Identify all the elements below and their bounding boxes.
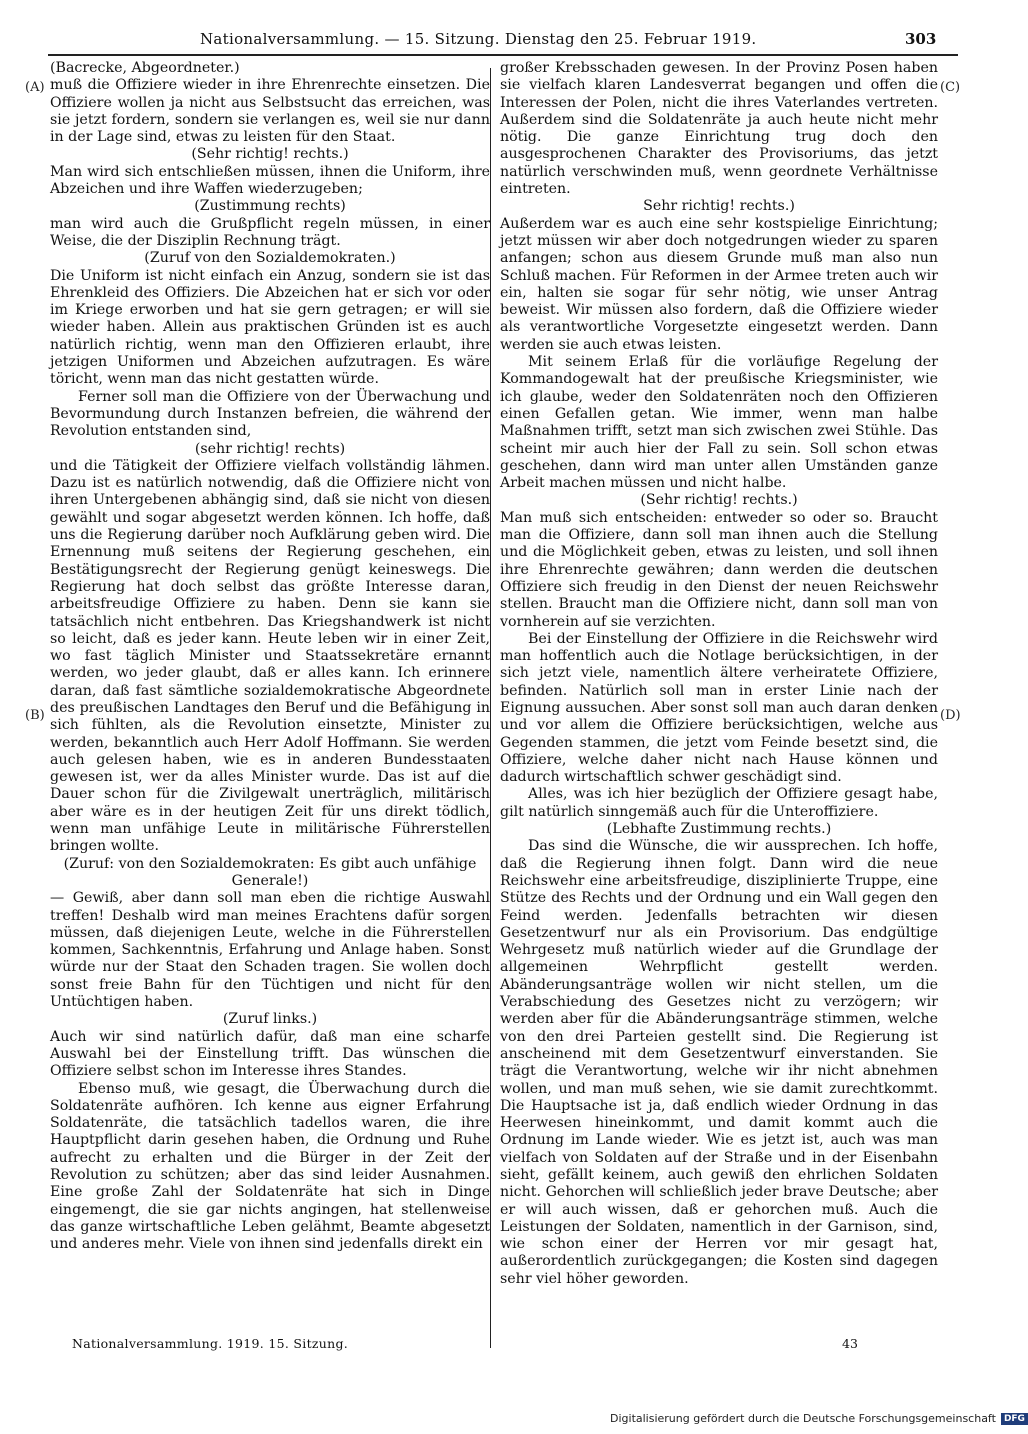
paragraph: Ebenso muß, wie gesagt, die Überwachung durch die Soldatenräte aufhören. Ich kenne aus eigner Erfahrung Soldatenräte, die tatsächlich tadellos waren, die ihre Hauptpflicht darin gesehen haben, die Ordnung und Ruhe aufrecht zu erhalten und die Bürger in der Zeit der Revolution zu schützen; aber das sind leider Ausnahmen. Eine große Zahl der Soldatenräte hat sich in Dinge eingemengt, die sie gar nichts angingen, hat stellenweise das ganze wirtschaftliche Leben gelähmt, Beamte abgesetzt und anderes mehr. Viele von ihnen sind jedenfalls direkt ein: [50, 1080, 490, 1253]
paragraph: Die Uniform ist nicht einfach ein Anzug, sondern sie ist das Ehrenkleid des Offiziers. Die Abzeichen hat er sich vor oder im Kriege erworben und hat sie gern getragen; er will sie wieder haben. Allein aus praktischen Gründen ist es auch natürlich richtig, wenn man den Offizieren erlaubt, ihre jetzigen Uniformen und Abzeichen aufzutragen. Es wäre töricht, wenn man das nicht gestatten würde.: [50, 267, 490, 388]
paragraph: Bei der Einstellung der Offiziere in die Reichswehr wird man hoffentlich auch die Notlage berücksichtigen, in der sich jetzt viele, namentlich ältere verheiratete Offiziere, befinden. Natürlich soll man in erster Linie nach der Eignung aussuchen. Aber sonst soll man auch daran denken und vor allem die Offiziere berücksichtigen, welche aus Gegenden stammen, die jetzt vom Feinde besetzt sind, die Offiziere, welche daher nicht nach Hause können und dadurch wirtschaftlich schwer geschädigt sind.: [500, 630, 938, 786]
interjection: (Sehr richtig! rechts.): [640, 492, 798, 509]
paragraph: (Bacrecke, Abgeordneter.): [50, 60, 240, 76]
paragraph: und die Tätigkeit der Offiziere vielfach vollständig lähmen. Dazu ist es natürlich notwendig, daß die Offiziere nicht von ihren Untergebenen abhängig sind, daß sie nicht von diesen gewählt und sogar abgesetzt werden können. Ich hoffe, daß uns die Regierung darüber noch Aufklärung geben wird. Die Ernennung muß seitens der Regierung geschehen, ein Bestätigungsrecht der Regierung genügt keineswegs. Die Regierung hat doch selbst das größte Interesse daran, arbeitsfreudige Offiziere zu haben. Denn sie kann sie tatsächlich nicht entbehren. Das Kriegshandwerk ist nicht so leicht, daß es jeder kann. Heute leben wir in einer Zeit, wo fast täglich Minister und Staatssekretäre ernannt werden, wo jeder glaubt, daß er alles kann. Ich erinnere daran, daß fast sämtliche sozialdemokratische Abgeordnete des preußischen Landtages den Beruf und die Befähigung in sich fühlten, als die Revolution einsetzte, Minister zu werden, bekanntlich auch Herr Adolf Hoffmann. Sie werden auch gelesen haben, wie es in anderen Bundesstaaten gewesen ist, wer da alles Minister wurde. Das ist auf die Dauer schon für die Zivilgewalt unerträglich, militärisch aber wäre es in der heutigen Zeit für uns direkt tödlich, wenn man unfähige Leute in militärische Führerstellen bringen wollte.: [50, 457, 490, 855]
column-divider: [490, 68, 491, 1348]
credit-text: Digitalisierung gefördert durch die Deutsche Forschungsgemeinschaft: [610, 1412, 996, 1425]
dfg-credit: [610, 1412, 1028, 1425]
paragraph: Man muß sich entscheiden: entweder so oder so. Braucht man die Offiziere, dann soll man ihnen auch die Stellung und die Möglichkeit geben, etwas zu leisten, und soll ihnen ihre Ehrenrechte gewähren; dann werden die deutschen Offiziere sich freudig in den Dienst der neuen Reichswehr stellen. Braucht man die Offiziere nicht, dann soll man von vornherein auf sie verzichten.: [500, 509, 938, 630]
paragraph: Das sind die Wünsche, die wir aussprechen. Ich hoffe, daß die Regierung ihnen folgt. Dann wird die neue Reichswehr eine arbeitsfreudige, disziplinierte Truppe, eine Stütze des Rechts und der Ordnung und ein Wall gegen den Feind werden. Jedenfalls betrachten wir diesen Gesetzentwurf nur als ein Provisorium. Das endgültige Wehrgesetz muß natürlich wieder auf die Grundlage der allgemeinen Wehrpflicht gestellt werden. Abänderungsanträge wollen wir nicht stellen, um die Verabschiedung des Gesetzes nicht zu verzögern; wir werden aber für die Abänderungsanträge stimmen, welche von den drei Parteien gestellt sind. Die Regierung ist anscheinend mit dem Gesetzentwurf einverstanden. Sie trägt die Verantwortung, welche wir ihr nicht abnehmen wollen, und man muß sehen, wie sie damit zurechtkommt. Die Hauptsache ist ja, daß endlich wieder Ordnung in das Heerwesen hineinkommt, und damit kommt auch die Ordnung im Lande wieder. Wie es jetzt ist, auch was man vielfach von Soldaten auf der Straße und in der Eisenbahn sieht, gefällt keinem, auch gewiß den ehrlichen Soldaten nicht. Gehorchen will schließlich jeder brave Deutsche; aber er will auch wissen, daß er gehorchen muß. Auch die Leistungen der Soldaten, namentlich in der Garnison, sind, wie schon einer der Herren vor mir gesagt hat, außerordentlich zurückgegangen; die Kosten sind dagegen sehr viel höher geworden.: [500, 838, 938, 1287]
paragraph: Auch wir sind natürlich dafür, daß man eine scharfe Auswahl bei der Einstellung trifft. Das wünschen die Offiziere selbst schon im Interesse ihres Standes.: [50, 1028, 490, 1080]
margin-marker-c: (C): [940, 80, 961, 95]
header-rule: [48, 54, 958, 56]
right-column: [500, 60, 938, 1288]
interjection: (Sehr richtig! rechts.): [191, 146, 349, 163]
interjection: (Lebhafte Zustimmung rechts.): [606, 821, 832, 838]
page-number: 303: [905, 30, 937, 48]
margin-marker-a: (A): [25, 80, 45, 95]
paragraph: großer Krebsschaden gewesen. In der Provinz Posen haben sie vielfach klaren Landesverrat begangen und offen die Interessen der Polen, nicht die ihres Vaterlandes vertreten. Außerdem sind die Soldatenräte ja auch heute nicht mehr nötig. Die ganze Einrichtung trug doch den ausgesprochenen Charakter des Provisoriums, das jetzt natürlich verschwinden muß, wenn geordnete Verhältnisse eintreten.: [500, 60, 938, 198]
margin-marker-d: (D): [940, 708, 961, 723]
interjection: (sehr richtig! rechts): [194, 440, 346, 457]
paragraph: Alles, was ich hier bezüglich der Offiziere gesagt habe, gilt natürlich sinngemäß auch für die Unteroffiziere.: [500, 786, 938, 820]
interjection: (Zustimmung rechts): [194, 198, 346, 215]
interjection: (Zuruf links.): [222, 1011, 318, 1028]
interjection: Sehr richtig! rechts.): [643, 198, 795, 215]
running-title: Nationalversammlung. — 15. Sitzung. Dienstag den 25. Februar 1919.: [200, 30, 757, 48]
margin-marker-b: (B): [25, 708, 45, 723]
paragraph: Mit seinem Erlaß für die vorläufige Regelung der Kommandogewalt hat der preußische Kriegsminister, wie ich glaube, weder den Soldatenräten noch den Offizieren einen Gefallen getan. Wie immer, wenn man halbe Maßnahmen trifft, setzt man sich zwischen zwei Stühle. Das scheint mir auch hier der Fall zu sein. Soll schon etwas geschehen, dann wird man unter allen Umständen ganze Arbeit machen müssen und nicht halbe.: [500, 354, 938, 492]
paragraph: — Gewiß, aber dann soll man eben die richtige Auswahl treffen! Deshalb wird man meines Erachtens dafür sorgen müssen, daß diejenigen Leute, welche in die Führerstellen kommen, Sachkenntnis, Erfahrung und Anlage haben. Sonst würde nur der Staat den Schaden tragen. Sie wollen doch sonst freie Bahn für den Tüchtigen und nicht für den Untüchtigen haben.: [50, 890, 490, 1011]
dfg-logo: DFG: [1001, 1413, 1028, 1425]
left-column: [50, 60, 490, 1253]
paragraph: man wird auch die Grußpflicht regeln müssen, in einer Weise, die der Disziplin Rechnung trägt.: [50, 215, 490, 249]
page-header: [0, 30, 1000, 52]
paragraph: muß die Offiziere wieder in ihre Ehrenrechte einsetzen. Die Offiziere wollen ja nicht aus Selbstsucht das erreichen, was sie jetzt fordern, sondern sie verlangen es, weil sie nur dann in der Lage sind, etwas zu leisten für den Staat.: [50, 77, 490, 146]
paragraph: Außerdem war es auch eine sehr kostspielige Einrichtung; jetzt müssen wir aber doch notgedrungen wieder zu sparen anfangen; schon aus diesem Grunde muß man also nun Schluß machen. Für Reformen in der Armee treten auch wir ein, halten sie sogar für sehr nötig, wie unser Antrag beweist. Wir müssen also fordern, daß die Offiziere wieder als verantwortliche Vorgesetzte eingesetzt werden. Dann werden sie auch etwas leisten.: [500, 215, 938, 353]
interjection: (Zuruf: von den Sozialdemokraten: Es gibt auch unfähige Generale!): [63, 855, 477, 889]
footer-session-line: Nationalversammlung. 1919. 15. Sitzung.: [72, 1336, 349, 1351]
paragraph: Man wird sich entschließen müssen, ihnen die Uniform, ihre Abzeichen und ihre Waffen wiederzugeben;: [50, 163, 490, 198]
signature-number: 43: [842, 1336, 858, 1351]
paragraph: Ferner soll man die Offiziere von der Überwachung und Bevormundung durch Instanzen befreien, die während der Revolution entstanden sind,: [50, 388, 490, 440]
interjection: (Zuruf von den Sozialdemokraten.): [144, 250, 396, 267]
